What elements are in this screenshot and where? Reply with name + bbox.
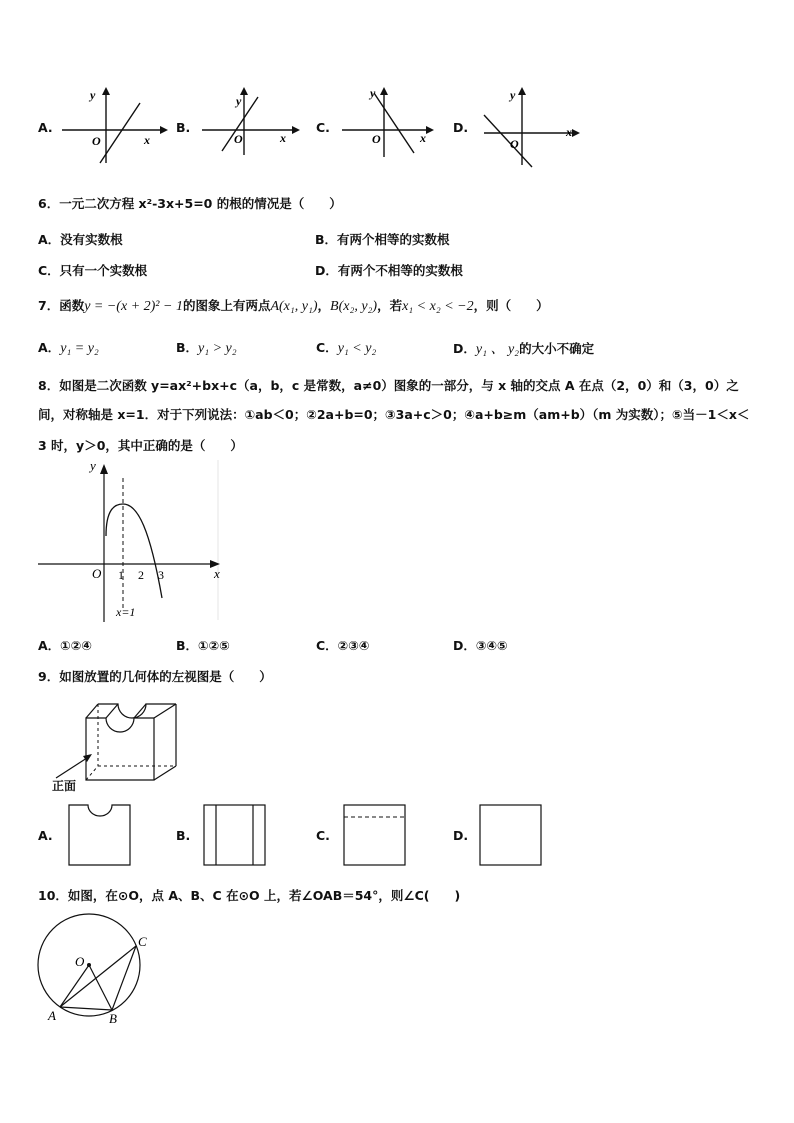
q5-a-o-label: O — [92, 134, 101, 148]
q6-option-a: A．没有实数根 — [38, 232, 123, 247]
q8-option-d: D．③④⑤ — [453, 638, 508, 653]
q7-option-d-math: y₁ 、 y₂ — [475, 342, 520, 357]
q7-stem: 7．函数y = −(x + 2)² − 1的图象上有两点A(x₁, y₁)，B(x₂, y₂)，若x₁ < x₂ < −2，则（ ） — [38, 298, 549, 314]
q8-o-label: O — [92, 566, 102, 581]
q6-option-c: C．只有一个实数根 — [38, 263, 148, 278]
q8-parabola-graph — [34, 460, 224, 625]
q7-option-d — [453, 338, 594, 358]
q7-option-b-math: y₁ > y₂ — [198, 341, 237, 356]
q9-option-a-letter: A. — [38, 828, 53, 843]
q5-graph-d — [476, 85, 596, 175]
q8-y-label: y — [90, 458, 96, 473]
q8-option-b: B．①②⑤ — [176, 638, 230, 653]
q7-option-c — [316, 338, 376, 357]
q7-function: y = −(x + 2)² − 1 — [84, 299, 183, 314]
q7-cond-prefix: ，若 — [377, 298, 403, 313]
q5-a-x-label: x — [144, 133, 150, 147]
q8-tick-3: 3 — [158, 568, 164, 582]
q5-c-o-label: O — [372, 132, 381, 146]
q8-line-3: 3 时，y＞0，其中正确的是（ ） — [38, 438, 243, 453]
q5-b-o-label: O — [234, 132, 243, 146]
q9-view-d — [479, 803, 543, 867]
q7-option-d-letter: D． — [453, 341, 476, 356]
q7-option-a — [38, 338, 99, 357]
q7-option-a-letter: A． — [38, 340, 61, 355]
q10-label-c: C — [138, 934, 147, 949]
q7-point-b: B(x₂, y₂) — [330, 299, 378, 314]
q8-tick-2: 2 — [138, 568, 144, 582]
q7-stem-mid: 的图象上有两点 — [182, 298, 271, 313]
q8-x-label: x — [214, 566, 220, 581]
q6-option-d: D．有两个不相等的实数根 — [315, 263, 463, 278]
q10-label-a: A — [48, 1008, 56, 1023]
q10-circle-figure — [34, 910, 164, 1030]
q5-option-a-letter: A. — [38, 120, 53, 135]
q9-option-c-letter: C. — [316, 828, 330, 843]
q9-option-d-letter: D. — [453, 828, 469, 843]
q7-option-a-math: y₁ = y₂ — [60, 341, 99, 356]
q8-option-a: A．①②④ — [38, 638, 92, 653]
q5-graph-c — [340, 85, 450, 165]
q6-option-b: B．有两个相等的实数根 — [315, 232, 450, 247]
q6-stem: 6．一元二次方程 x²-3x+5=0 的根的情况是（ ） — [38, 196, 342, 211]
q9-front-label: 正面 — [52, 779, 77, 793]
q7-stem-end: ，则（ ） — [473, 298, 549, 313]
q5-d-o-label: O — [510, 137, 519, 151]
q5-c-x-label: x — [420, 131, 426, 145]
q10-label-o: O — [75, 954, 85, 969]
q9-option-b-letter: B. — [176, 828, 191, 843]
q5-c-y-label: y — [370, 86, 376, 100]
q5-graph-b — [200, 85, 310, 165]
q5-a-y-label: y — [90, 88, 96, 102]
q8-axis-label: x=1 — [116, 605, 136, 619]
q8-option-c: C．②③④ — [316, 638, 370, 653]
q8-line-1: 8．如图是二次函数 y=ax²+bx+c（a，b，c 是常数，a≠0）图象的一部分，与 x 轴的交点 A 在点（2，0）和（3，0）之 — [38, 378, 739, 393]
q5-option-d-letter: D. — [453, 120, 469, 135]
q5-d-y-label: y — [510, 88, 516, 102]
q5-option-c-letter: C. — [316, 120, 330, 135]
q7-option-b-letter: B． — [176, 340, 199, 355]
q9-view-b — [203, 803, 267, 867]
q10-label-b: B — [109, 1011, 117, 1026]
q7-point-a: A(x₁, y₁) — [270, 299, 318, 314]
q8-tick-1: 1 — [118, 568, 124, 582]
q5-b-y-label: y — [236, 94, 242, 108]
q5-graph-a — [60, 85, 170, 165]
q9-stem: 9．如图放置的几何体的左视图是（ ） — [38, 669, 272, 684]
q9-view-c — [343, 803, 407, 867]
q7-condition: x₁ < x₂ < −2 — [402, 299, 474, 314]
q5-b-x-label: x — [280, 131, 286, 145]
q7-option-d-text: 的大小不确定 — [519, 341, 595, 356]
q9-view-a — [68, 803, 132, 867]
q5-d-x-label: x — [566, 125, 572, 139]
q7-option-c-letter: C． — [316, 340, 338, 355]
q5-option-b-letter: B. — [176, 120, 191, 135]
q10-stem: 10．如图，在⊙O，点 A、B、C 在⊙O 上，若∠OAB＝54°，则∠C( ) — [38, 888, 461, 903]
q7-option-b — [176, 338, 237, 357]
q7-stem-prefix: 7．函数 — [38, 298, 85, 313]
q7-option-c-math: y₁ < y₂ — [337, 341, 377, 356]
q8-line-2: 间，对称轴是 x=1．对于下列说法：①ab＜0；②2a+b=0；③3a+c＞0；④a+b≥m（am+b）（m 为实数）；⑤当－1＜x＜ — [38, 407, 750, 422]
